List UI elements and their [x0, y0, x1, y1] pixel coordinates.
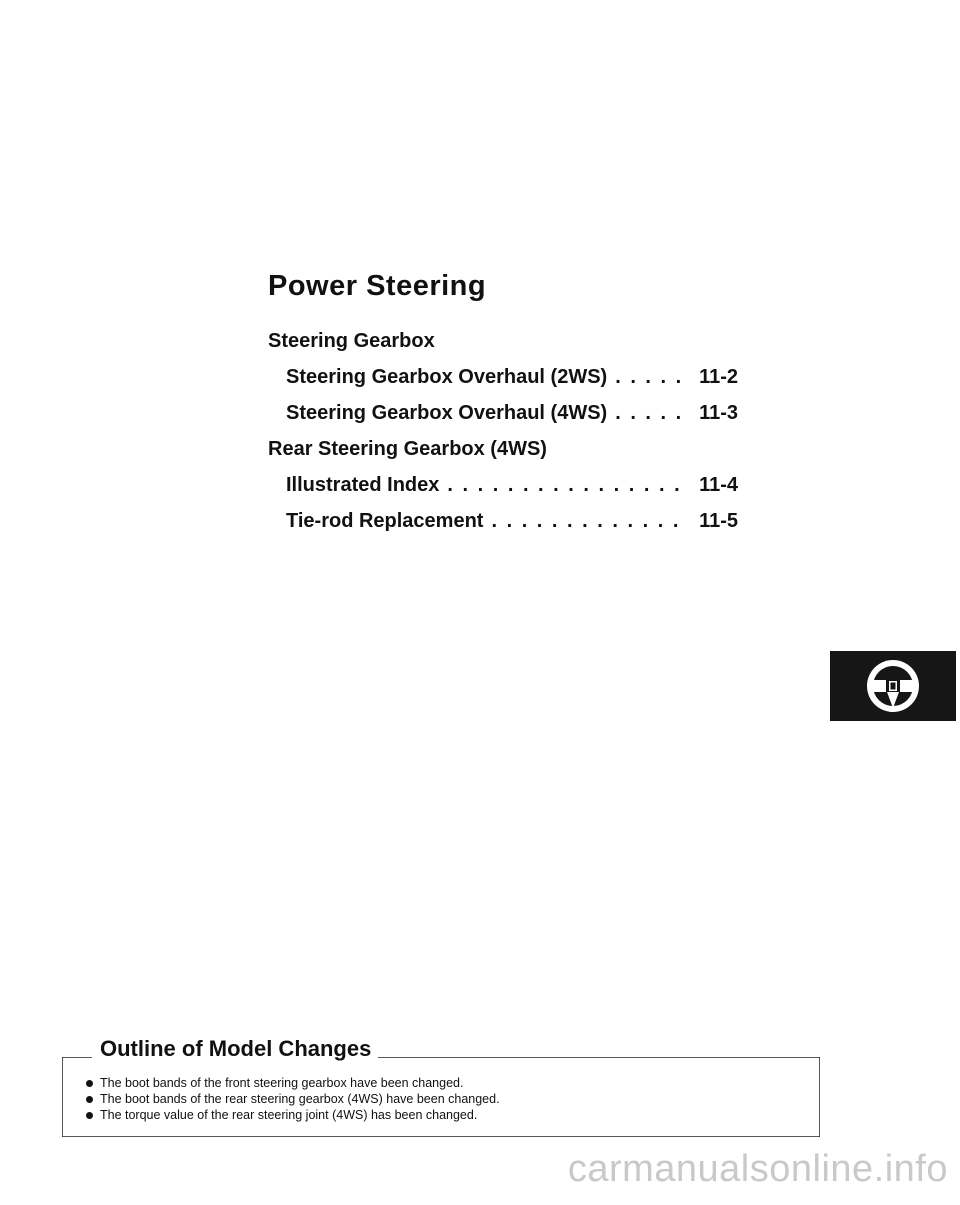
toc-leader: [615, 366, 682, 389]
toc-leader: [447, 474, 682, 497]
toc-entry[interactable]: [286, 402, 738, 428]
toc-entry-label: Steering Gearbox Overhaul (2WS): [286, 366, 608, 388]
list-item: The boot bands of the front steering gearbox have been changed.: [86, 1075, 500, 1091]
toc-leader: [491, 510, 682, 533]
toc-entry-page: 11-5: [699, 510, 738, 532]
toc-entry-label: Tie-rod Replacement: [286, 510, 484, 532]
list-item: The boot bands of the rear steering gearbox (4WS) have been changed.: [86, 1091, 500, 1107]
toc-entry[interactable]: [286, 366, 738, 392]
page-title: Power Steering: [268, 270, 487, 302]
toc-section-title: Rear Steering Gearbox (4WS): [268, 438, 547, 460]
table-of-contents: [268, 330, 738, 546]
list-item: The torque value of the rear steering joint (4WS) has been changed.: [86, 1107, 500, 1123]
toc-entry[interactable]: [286, 474, 738, 500]
outline-title: Outline of Model Changes: [94, 1034, 377, 1064]
toc-section-title: Steering Gearbox: [268, 330, 435, 352]
toc-entry-page: 11-2: [699, 366, 738, 388]
outline-list: [86, 1075, 500, 1123]
outline-of-model-changes: [62, 1036, 820, 1137]
toc-entry[interactable]: [286, 510, 738, 536]
watermark: carmanualsonline.info: [567, 1148, 948, 1190]
toc-leader: [615, 402, 682, 425]
steering-wheel-icon: [863, 656, 923, 716]
toc-entry-page: 11-4: [699, 474, 738, 496]
toc-entry-page: 11-3: [699, 402, 738, 424]
section-tab[interactable]: [830, 651, 956, 721]
toc-entry-label: Steering Gearbox Overhaul (4WS): [286, 402, 608, 424]
toc-entry-label: Illustrated Index: [286, 474, 440, 496]
